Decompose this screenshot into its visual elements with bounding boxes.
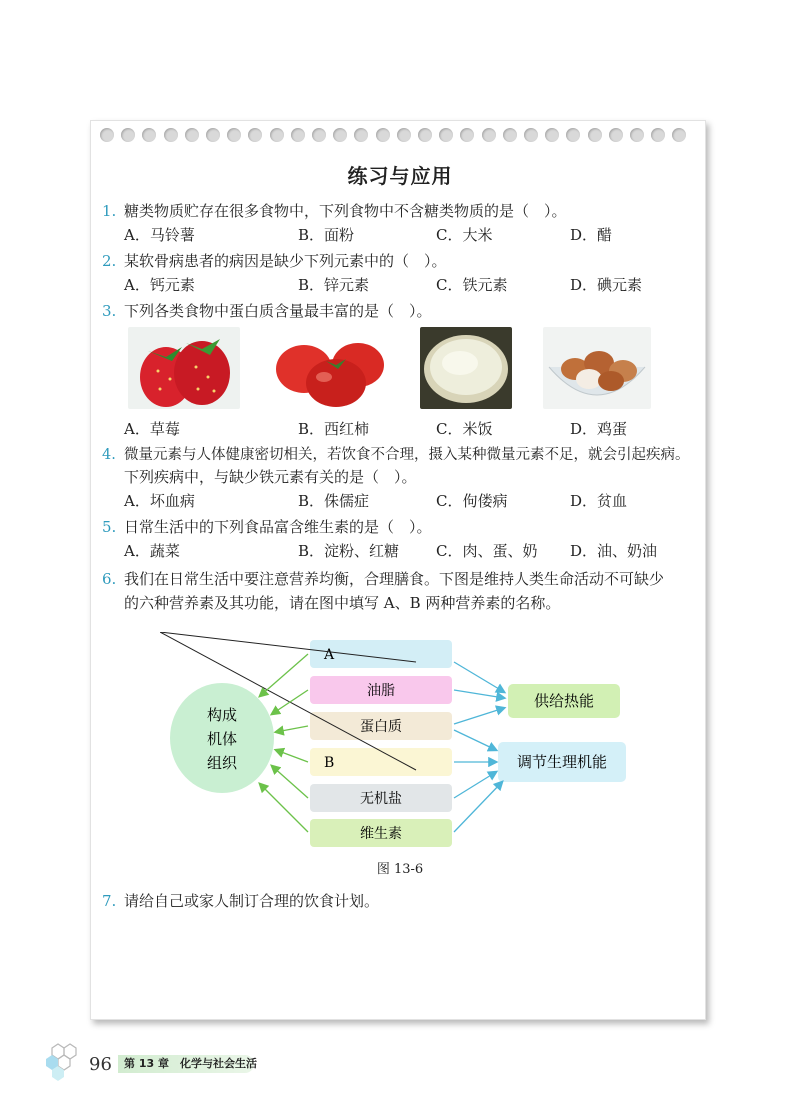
binder-hole	[312, 128, 326, 142]
binder-hole	[227, 128, 241, 142]
left-node-line-3: 组织	[206, 754, 238, 772]
binder-hole	[630, 128, 644, 142]
option-c: C．大米	[436, 226, 493, 244]
nutrient-label-minerals: 无机盐	[360, 791, 402, 807]
binder-hole	[460, 128, 474, 142]
question-5	[102, 516, 432, 538]
question-number: 1.	[102, 202, 117, 220]
nutrient-diagram	[160, 632, 640, 847]
option-b: B．面粉	[298, 226, 355, 244]
question-number: 6.	[102, 570, 117, 588]
left-node-line-1: 构成	[206, 706, 238, 724]
binder-hole	[503, 128, 517, 142]
option-c: C．米饭	[436, 420, 493, 438]
rice-image	[420, 327, 512, 409]
option-a: A．蔬菜	[124, 542, 180, 560]
option-a: A．马铃薯	[124, 226, 195, 244]
question-number: 4.	[102, 447, 116, 463]
figure-caption: 图 13-6	[376, 862, 424, 877]
question-2	[102, 250, 447, 272]
option-c: C．佝偻病	[436, 492, 508, 510]
option-a: A．钙元素	[124, 276, 195, 294]
right-node-regulate-label: 调节生理机能	[516, 753, 608, 771]
question-6-line-2: 的六种营养素及其功能，请在图中填写 A、B 两种营养素的名称。	[124, 594, 561, 612]
binder-hole	[482, 128, 496, 142]
question-6	[102, 568, 664, 590]
question-text: 我们在日常生活中要注意营养均衡，合理膳食。下图是维持人类生命活动不可缺少	[124, 570, 665, 588]
question-number: 5.	[102, 518, 117, 536]
option-c: C．肉、蛋、奶	[436, 542, 538, 560]
option-d: D．鸡蛋	[570, 420, 628, 438]
chapter-label: 第 13 章 化学与社会生活	[118, 1055, 254, 1073]
question-1	[102, 200, 567, 222]
binder-hole	[566, 128, 580, 142]
question-text: 下列各类食物中蛋白质含量最丰富的是（ ）。	[124, 302, 432, 320]
option-b: B．侏儒症	[298, 492, 370, 510]
right-node-energy-label: 供给热能	[533, 692, 595, 710]
page-number: 96	[89, 1054, 112, 1075]
binder-hole	[121, 128, 135, 142]
option-c: C．铁元素	[436, 276, 508, 294]
nutrient-label-vitamins: 维生素	[360, 826, 402, 842]
binder-hole	[291, 128, 305, 142]
question-number: 2.	[102, 252, 117, 270]
option-b: B．西红柿	[298, 420, 370, 438]
binder-hole	[609, 128, 623, 142]
binder-hole	[376, 128, 390, 142]
option-b: B．淀粉、红糖	[298, 542, 400, 560]
strawberry-image	[128, 327, 240, 409]
left-node-line-2: 机体	[206, 730, 238, 748]
question-text: 日常生活中的下列食品富含维生素的是（ ）。	[124, 518, 432, 536]
binder-hole	[672, 128, 686, 142]
binder-hole	[651, 128, 665, 142]
option-d: D．醋	[570, 226, 613, 244]
nutrient-label-protein: 蛋白质	[360, 719, 402, 735]
binder-hole	[588, 128, 602, 142]
question-text: 请给自己或家人制订合理的饮食计划。	[124, 892, 380, 910]
section-title: 练习与应用	[347, 164, 453, 188]
binder-hole	[248, 128, 262, 142]
question-3	[102, 300, 432, 322]
egg-image	[543, 327, 651, 409]
question-text: 某软骨病患者的病因是缺少下列元素中的（ ）。	[124, 252, 447, 270]
nutrient-label-fat: 油脂	[367, 683, 395, 699]
binder-hole	[524, 128, 538, 142]
tomato-image	[274, 327, 392, 409]
nutrient-label-a: A	[324, 647, 335, 663]
option-a: A．草莓	[124, 420, 180, 438]
question-number: 7.	[102, 892, 117, 910]
hexagon-logo-icon	[44, 1042, 90, 1084]
binder-hole	[100, 128, 114, 142]
binder-hole	[333, 128, 347, 142]
question-number: 3.	[102, 302, 117, 320]
question-7	[102, 890, 379, 912]
binder-hole	[164, 128, 178, 142]
question-text: 糖类物质贮存在很多食物中，下列食物中不含糖类物质的是（ ）。	[124, 202, 567, 220]
binder-hole	[206, 128, 220, 142]
binder-hole	[397, 128, 411, 142]
option-b: B．锌元素	[298, 276, 370, 294]
binder-hole	[185, 128, 199, 142]
binder-hole	[142, 128, 156, 142]
binder-hole	[270, 128, 284, 142]
binder-hole	[354, 128, 368, 142]
option-d: D．油、奶油	[570, 542, 658, 560]
question-text: 微量元素与人体健康密切相关，若饮食不合理，摄入某种微量元素不足，就会引起疾病。	[124, 447, 690, 463]
option-d: D．碘元素	[570, 276, 643, 294]
option-a: A．坏血病	[124, 492, 195, 510]
question-4-line-2: 下列疾病中，与缺少铁元素有关的是（ ）。	[124, 468, 417, 486]
binder-hole	[439, 128, 453, 142]
question-4	[102, 444, 690, 466]
binder-holes	[100, 128, 690, 144]
arrows-to-right-nodes	[454, 662, 504, 832]
nutrient-label-b: B	[324, 755, 335, 771]
option-d: D．贫血	[570, 492, 628, 510]
binder-hole	[418, 128, 432, 142]
binder-hole	[545, 128, 559, 142]
